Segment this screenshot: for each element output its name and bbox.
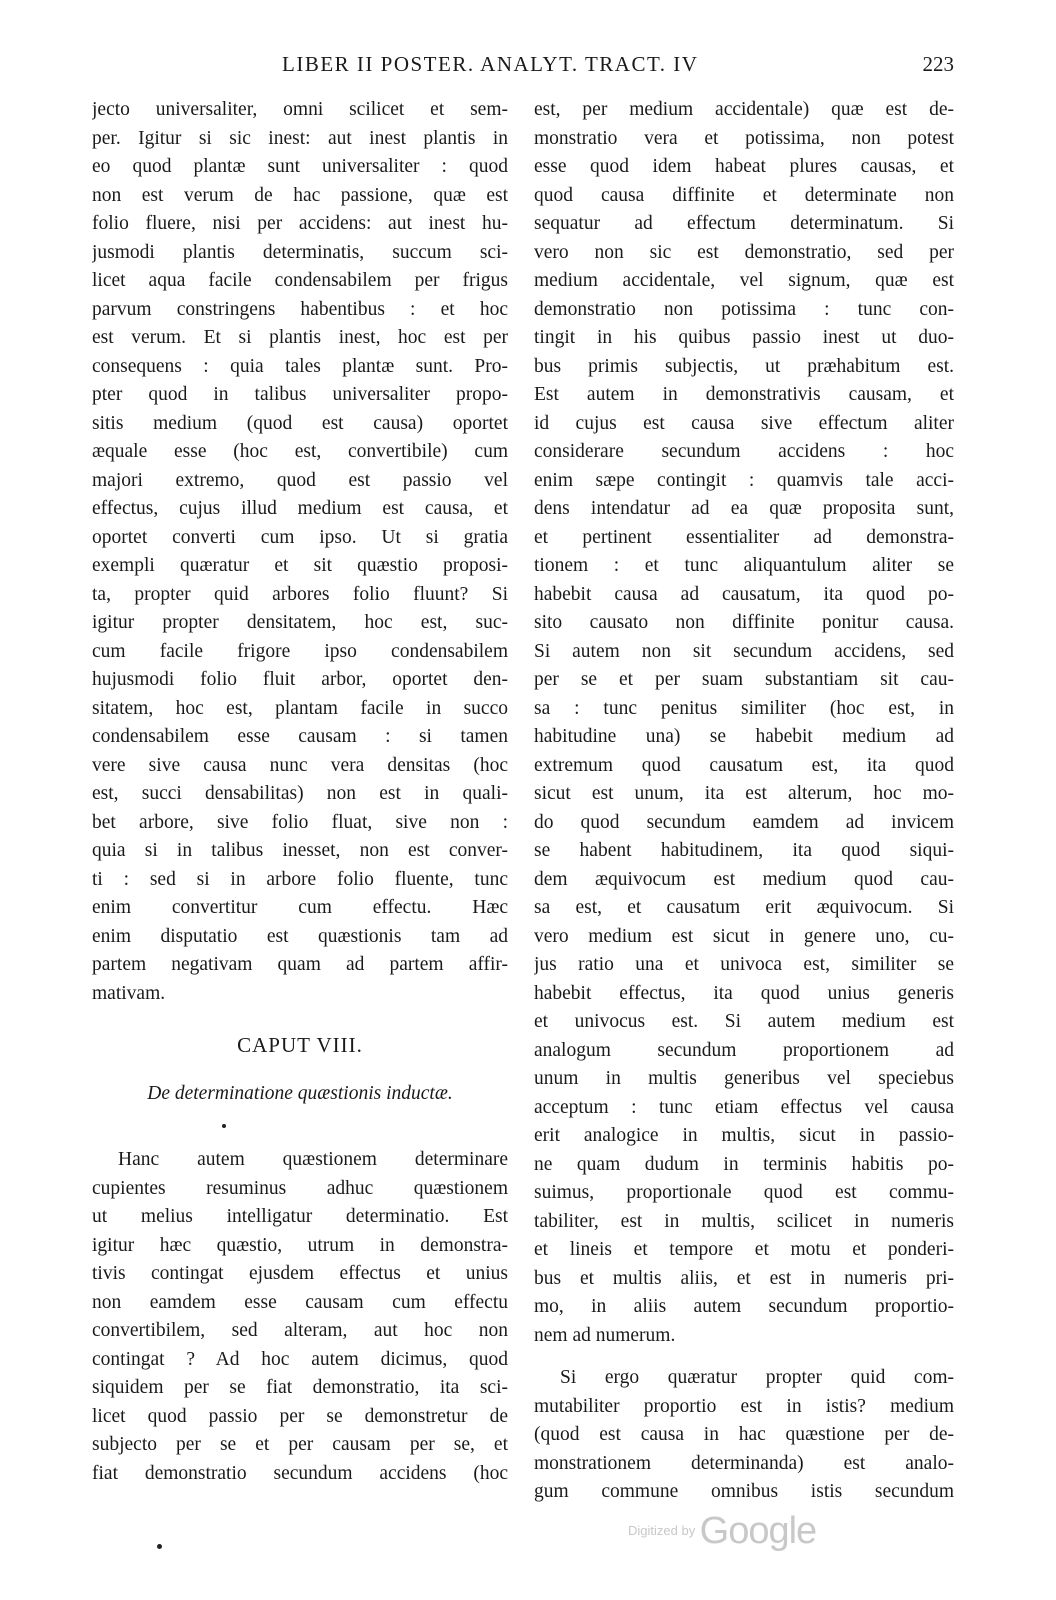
text-line: nem ad numerum.	[534, 1324, 676, 1346]
text-line: igitur propter densitatem, hoc est, suc-	[92, 612, 508, 633]
separator-dot	[92, 1112, 508, 1146]
text-line: licet quod passio per se demonstretur de	[92, 1405, 508, 1427]
text-line: habitudine una) se habebit medium ad	[534, 726, 954, 747]
text-line: igitur hæc quæstio, utrum in demonstra-	[92, 1234, 508, 1256]
text-line: sa : tunc penitus similiter (hoc est, in	[534, 697, 954, 719]
text-line: do quod secundum eamdem ad invicem	[534, 811, 954, 833]
text-line: cupientes resuminus adhuc quæstionem	[92, 1177, 508, 1199]
text-line: sa est, et causatum erit æquivocum. Si	[534, 897, 954, 918]
text-line: bus primis subjectis, ut præhabitum est.	[534, 355, 954, 377]
running-head-title: LIBER II POSTER. ANALYT. TRACT. IV	[282, 52, 699, 76]
text-line: majori extremo, quod est passio vel	[92, 469, 508, 491]
text-line: Si ergo quæratur propter quid com-	[560, 1367, 954, 1388]
text-line: tingit in his quibus passio inest ut duo-	[534, 327, 954, 348]
text-line: partem negativam quam ad partem affir-	[92, 954, 508, 975]
text-line: considerare secundum accidens : hoc	[534, 441, 954, 462]
text-line: gum commune omnibus istis secundum	[534, 1481, 954, 1502]
text-line: mutabiliter proportio est in istis? medium	[534, 1395, 954, 1417]
text-line: tionem : et tunc aliquantulum aliter se	[534, 555, 954, 576]
text-line: se habent habitudinem, ita quod siqui-	[534, 840, 954, 861]
text-line: bet arbore, sive folio fluat, sive non :	[92, 811, 508, 833]
text-line: convertibilem, sed alteram, aut hoc non	[92, 1320, 508, 1341]
text-line: dens intendatur ad ea quæ proposita sunt,	[534, 498, 954, 519]
stray-mark	[157, 1544, 162, 1549]
text-line: unum in multis generibus vel speciebus	[534, 1068, 954, 1089]
text-line: tivis contingat ejusdem effectus et unius	[92, 1263, 508, 1284]
text-line: habebit effectus, ita quod unius generis	[534, 982, 954, 1004]
text-line: est, per medium accidentale) quæ est de-	[534, 99, 954, 120]
text-line: jusmodi plantis determinatis, succum sci-	[92, 241, 508, 263]
text-line: Si autem non sit secundum accidens, sed	[534, 640, 954, 662]
text-line: parvum constringens habentibus : et hoc	[92, 298, 508, 320]
text-line: cum facile frigore ipso condensabilem	[92, 640, 508, 662]
text-line: eo quod plantæ sunt universaliter : quod	[92, 156, 508, 177]
digitized-watermark	[628, 1510, 816, 1553]
text-line: erit analogice in multis, sicut in passio-	[534, 1125, 954, 1146]
text-line: ta, propter quid arbores folio fluunt? Si	[92, 583, 508, 605]
text-line: ti : sed si in arbore folio fluente, tunc	[92, 868, 508, 890]
text-line: acceptum : tunc etiam effectus vel causa	[534, 1096, 954, 1118]
text-line: exempli quæratur et sit quæstio proposi-	[92, 555, 508, 576]
chapter-subtitle: De determinatione quæstionis inductæ.	[147, 1083, 453, 1104]
text-line: mativam.	[92, 982, 166, 1004]
text-line: analogum secundum proportionem ad	[534, 1039, 954, 1061]
text-line: æquale esse (hoc est, convertibile) cum	[92, 441, 508, 462]
text-line: sitis medium (quod est causa) oportet	[92, 412, 508, 434]
text-line: siquidem per se fiat demonstratio, ita sci-	[92, 1377, 508, 1398]
text-line: et univocus est. Si autem medium est	[534, 1011, 954, 1032]
text-line: suimus, proportionale quod est commu-	[534, 1182, 954, 1203]
text-line: est verum. Et si plantis inest, hoc est per	[92, 327, 508, 348]
text-line: hujusmodi folio fluit arbor, oportet den-	[92, 669, 508, 690]
text-line: effectus, cujus illud medium est causa, et	[92, 498, 508, 519]
text-line: consequens : quia tales plantæ sunt. Pro-	[92, 355, 508, 377]
left-text-block-1	[92, 96, 508, 1008]
text-line: id cujus est causa sive effectum aliter	[534, 412, 954, 434]
text-line: enim sæpe contingit : quamvis tale acci-	[534, 469, 954, 491]
text-line: jus ratio una et univoca est, similiter se	[534, 954, 954, 975]
text-line: sitatem, hoc est, plantam facile in succo	[92, 697, 508, 719]
text-line: enim convertitur cum effectu. Hæc	[92, 897, 508, 918]
page-number: 223	[922, 52, 954, 76]
text-line: monstrationem determinanda) est analo-	[534, 1452, 954, 1474]
text-line: demonstratio non potissima : tunc con-	[534, 298, 954, 320]
text-line: (quod est causa in hac quæstione per de-	[534, 1424, 954, 1445]
text-line: bus et multis aliis, et est in numeris pri-	[534, 1267, 954, 1289]
text-line: est, succi densabilitas) non est in quali-	[92, 783, 508, 804]
text-line: quia si in talibus inesset, non est conver-	[92, 840, 508, 861]
text-line: mo, in aliis autem secundum proportio-	[534, 1296, 954, 1317]
text-line: Hanc autem quæstionem determinare	[118, 1149, 508, 1170]
text-line: contingat ? Ad hoc autem dicimus, quod	[92, 1348, 508, 1370]
text-line: et pertinent essentialiter ad demonstra-	[534, 526, 954, 548]
text-line: vere sive causa nunc vera densitas (hoc	[92, 754, 508, 776]
text-line: habebit causa ad causatum, ita quod po-	[534, 583, 954, 605]
chapter-heading: CAPUT VIII.	[237, 1033, 363, 1057]
text-line: fiat demonstratio secundum accidens (hoc	[92, 1462, 508, 1484]
text-line: oportet converti cum ipso. Ut si gratia	[92, 526, 508, 548]
watermark-prefix: Digitized by	[628, 1523, 696, 1538]
text-line: vero non sic est demonstratio, sed per	[534, 241, 954, 263]
text-line: licet aqua facile condensabilem per frigus	[92, 270, 508, 291]
text-line: ut melius intelligatur determinatio. Est	[92, 1206, 508, 1227]
text-line: dem æquivocum est medium quod cau-	[534, 868, 954, 890]
running-head	[92, 52, 954, 84]
text-line: sito causato non diffinite ponitur causa.	[534, 612, 954, 633]
text-line: et lineis et tempore et motu et ponderi-	[534, 1239, 954, 1260]
text-line: per se et per suam substantiam sit cau-	[534, 669, 954, 690]
text-line: sicut est unum, ita est alterum, hoc mo-	[534, 783, 954, 804]
text-line: esse quod idem habeat plures causas, et	[534, 156, 954, 177]
watermark-logo: Google	[699, 1510, 817, 1552]
text-line: subjecto per se et per causam per se, et	[92, 1434, 508, 1455]
text-line: ne quam dudum in terminis habitis po-	[534, 1153, 954, 1175]
right-text-block-2	[534, 1364, 954, 1507]
right-column	[534, 96, 954, 1507]
text-line: condensabilem esse causam : si tamen	[92, 726, 508, 747]
text-line: monstratio vera et potissima, non potest	[534, 127, 954, 149]
text-line: sequatur ad effectum determinatum. Si	[534, 213, 954, 234]
text-line: folio fluere, nisi per accidens: aut inest hu-	[92, 213, 508, 234]
left-column	[92, 96, 508, 1488]
text-line: Est autem in demonstrativis causam, et	[534, 384, 954, 405]
right-text-block-1	[534, 96, 954, 1350]
text-line: medium accidentale, vel signum, quæ est	[534, 270, 954, 291]
text-line: per. Igitur si sic inest: aut inest plantis in	[92, 127, 508, 149]
text-line: vero medium est sicut in genere uno, cu-	[534, 925, 954, 947]
text-line: tabiliter, est in multis, scilicet in numeris	[534, 1210, 954, 1232]
text-line: non est verum de hac passione, quæ est	[92, 184, 508, 206]
text-line: non eamdem esse causam cum effectu	[92, 1291, 508, 1313]
text-line: extremum quod causatum est, ita quod	[534, 754, 954, 776]
left-text-block-2	[92, 1146, 508, 1488]
text-line: jecto universaliter, omni scilicet et sem-	[92, 99, 508, 120]
text-line: enim disputatio est quæstionis tam ad	[92, 925, 508, 947]
text-line: pter quod in talibus universaliter propo-	[92, 384, 508, 405]
text-line: quod causa diffinite et determinate non	[534, 184, 954, 206]
